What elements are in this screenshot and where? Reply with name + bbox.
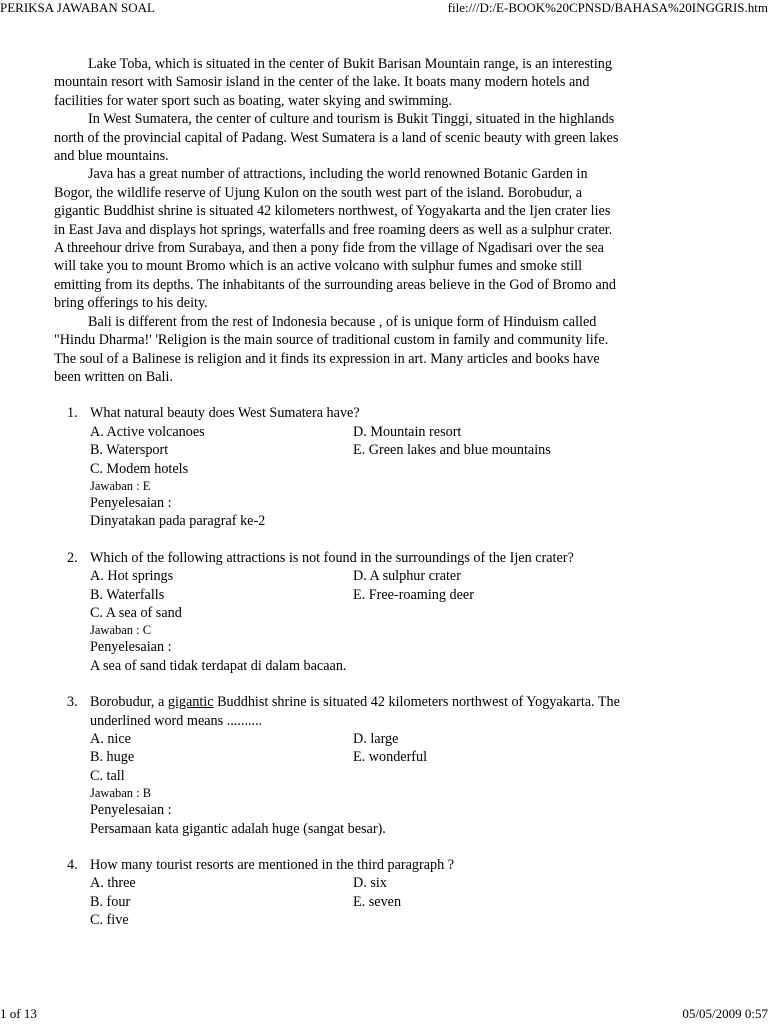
- passage-paragraph-4: Bali is different from the rest of Indonesia because , of is unique form of Hinduism called "Hindu Dharma!' 'Religion is the main source of traditional custom in family and community life. The soul of a Balinese is religion and it finds its expression in art. Many articles and books have been written on Bali.: [54, 313, 609, 385]
- option-a: A. Active volcanoes: [90, 423, 205, 440]
- option-b: B. Waterfalls: [90, 586, 165, 603]
- solution-text: Persamaan kata gigantic adalah huge (sangat besar).: [90, 820, 386, 837]
- answer-key: Jawaban : E: [90, 478, 151, 493]
- option-e: E. Free-roaming deer: [353, 586, 474, 603]
- answer-options: [90, 874, 624, 929]
- option-b: B. Watersport: [90, 442, 169, 459]
- answer-options: [90, 423, 624, 478]
- question-3: [54, 693, 624, 838]
- question-1: [54, 404, 624, 530]
- option-a: A. nice: [90, 731, 131, 747]
- print-timestamp: 05/05/2009 0:57: [682, 1006, 768, 1021]
- option-d: D. large: [353, 731, 399, 747]
- question-list: [54, 404, 624, 929]
- answer-key: Jawaban : B: [90, 786, 152, 801]
- option-e: E. Green lakes and blue mountains: [353, 442, 551, 459]
- page-title: PERIKSA JAWABAN SOAL: [0, 0, 155, 15]
- option-b: B. four: [90, 893, 131, 910]
- underlined-word: gigantic: [167, 694, 214, 711]
- question-text: How many tourist resorts are mentioned in the third paragraph ?: [90, 857, 455, 874]
- solution-text: Dinyatakan pada paragraf ke-2: [90, 513, 266, 530]
- question-text-start: Borobudur, a: [90, 694, 168, 711]
- option-a: A. three: [90, 875, 136, 892]
- question-number: 2.: [67, 549, 78, 566]
- passage-paragraph-2: In West Sumatera, the center of culture and tourism is Bukit Tinggi, situated in the highlands north of the provincial capital of Padang. West Sumatera is a land of scenic beauty with green lakes and blue mountains.: [54, 111, 619, 165]
- question-2: [54, 549, 624, 675]
- option-a: A. Hot springs: [90, 568, 174, 585]
- page-url: file:///D:/E-BOOK%20CPNSD/BAHASA%20INGGRIS.htm: [447, 0, 768, 15]
- question-number: 3.: [67, 694, 78, 711]
- question-number: 1.: [67, 405, 78, 422]
- option-c: C. A sea of sand: [90, 604, 182, 621]
- print-footer: [0, 1006, 768, 1024]
- passage-paragraph-1: Lake Toba, which is situated in the center of Bukit Barisan Mountain range, is an interesting mountain resort with Samosir island in the center of the lake. It boats many modern hotels and facilities for water sport such as boating, water skying and swimming.: [54, 56, 612, 109]
- option-d: D. Mountain resort: [353, 423, 462, 440]
- solution-text: A sea of sand tidak terdapat di dalam bacaan.: [90, 657, 347, 674]
- answer-key: Jawaban : C: [90, 623, 152, 638]
- option-e: E. wonderful: [353, 749, 428, 766]
- option-c: C. Modem hotels: [90, 460, 189, 477]
- reading-passage: [54, 55, 624, 386]
- solution-label: Penyelesaian :: [90, 639, 172, 656]
- question-number: 4.: [67, 857, 78, 874]
- solution-label: Penyelesaian :: [90, 802, 172, 819]
- question-text-end: Buddhist shrine is situated 42 kilometers northwest of Yogyakarta. The underlined word means ..........: [90, 694, 620, 729]
- question-text: [90, 693, 624, 730]
- option-d: D. six: [353, 875, 387, 892]
- option-b: B. huge: [90, 749, 135, 766]
- option-d: D. A sulphur crater: [353, 568, 461, 585]
- document-body: [54, 55, 624, 948]
- option-c: C. five: [90, 912, 129, 929]
- option-e: E. seven: [353, 893, 402, 910]
- answer-options: [90, 730, 624, 785]
- answer-options: [90, 567, 624, 622]
- question-4: [54, 856, 624, 930]
- passage-paragraph-3: Java has a great number of attractions, including the world renowned Botanic Garden in Bogor, the wildlife reserve of Ujung Kulon on the south west part of the island. Borobudur, a gigantic Buddhist shrine is situated 42 kilometers northwest, of Yogyakarta and the Ijen crater lies in East Java and displays hot springs, waterfalls and free roaming deers as well as a sulphur crater. A threehour drive from Surabaya, and then a pony fide from the village of Ngadisari over the sea will take you to mount Bromo which is an active volcano with sulphur fumes and smoke still emitting from its depths. The inhabitants of the surrounding areas believe in the God of Bromo and bring offerings to his deity.: [54, 166, 616, 312]
- question-text: Which of the following attractions is not found in the surroundings of the Ijen crater?: [90, 549, 574, 566]
- print-header: [0, 0, 768, 18]
- page-count: 1 of 13: [0, 1006, 37, 1021]
- option-c: C. tall: [90, 767, 125, 784]
- solution-label: Penyelesaian :: [90, 494, 172, 511]
- question-text: What natural beauty does West Sumatera have?: [90, 405, 360, 422]
